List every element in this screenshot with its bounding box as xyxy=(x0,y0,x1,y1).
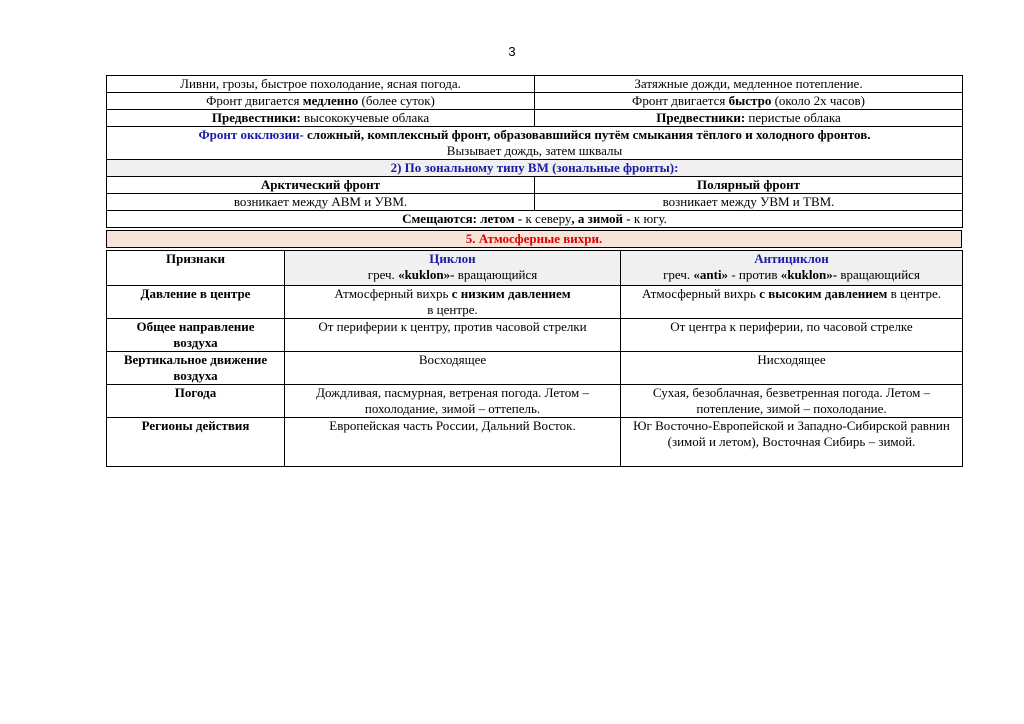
weather-label: Погода xyxy=(107,385,285,418)
front-shift: Смещаются: летом - к северу, а зимой - к югу. xyxy=(107,211,963,228)
fronts-table xyxy=(106,75,963,228)
cyclone-weather: Дождливая, пасмурная, ветреная погода. Летом – похолодание, зимой – оттепель. xyxy=(285,385,621,418)
cyclone-pressure: Атмосферный вихрь с низким давлением в центре. xyxy=(285,286,621,319)
table-row xyxy=(107,127,963,160)
table-row xyxy=(107,352,963,385)
table-row xyxy=(107,76,963,93)
warm-front-weather: Ливни, грозы, быстрое похолодание, ясная погода. xyxy=(107,76,535,93)
polar-front-title: Полярный фронт xyxy=(535,177,963,194)
precursors-right: Предвестники: перистые облака xyxy=(535,110,963,127)
anticyclone-weather: Сухая, безоблачная, безветренная погода. Летом – потепление, зимой – похолодание. xyxy=(621,385,963,418)
anticyclone-pressure: Атмосферный вихрь с высоким давлением в центре. xyxy=(621,286,963,319)
table-row xyxy=(107,177,963,194)
features-header: Признаки xyxy=(107,251,285,286)
arctic-front-title: Арктический фронт xyxy=(107,177,535,194)
table-row xyxy=(107,93,963,110)
table-row xyxy=(107,160,963,177)
section-5-heading: 5. Атмосферные вихри. xyxy=(107,231,962,248)
anticyclone-direction: От центра к периферии, по часовой стрелке xyxy=(621,319,963,352)
zonal-heading: 2) По зональному типу ВМ (зональные фронты): xyxy=(107,160,963,177)
document-tables xyxy=(106,75,962,467)
anticyclone-header: Антициклон греч. «anti» - против «kuklon»- вращающийся xyxy=(621,251,963,286)
vertical-label: Вертикальное движение воздуха xyxy=(107,352,285,385)
cyclone-vertical: Восходящее xyxy=(285,352,621,385)
table-row xyxy=(107,251,963,286)
page-number: 3 xyxy=(508,44,516,59)
direction-label: Общее направление воздуха xyxy=(107,319,285,352)
vortex-table xyxy=(106,250,963,467)
section-5-table xyxy=(106,230,962,248)
cyclone-regions: Европейская часть России, Дальний Восток. xyxy=(285,418,621,467)
table-row xyxy=(107,231,962,248)
pressure-label: Давление в центре xyxy=(107,286,285,319)
precursors-left: Предвестники: высококучевые облака xyxy=(107,110,535,127)
cyclone-title: Циклон xyxy=(429,251,476,266)
table-row xyxy=(107,211,963,228)
table-row xyxy=(107,110,963,127)
cold-front-weather: Затяжные дожди, медленное потепление. xyxy=(535,76,963,93)
polar-front-text: возникает между УВМ и ТВМ. xyxy=(535,194,963,211)
table-row xyxy=(107,194,963,211)
occlusion-definition: Фронт окклюзии- сложный, комплексный фронт, образовавшийся путём смыкания тёплого и холодного фронтов. Вызывает дождь, затем шквалы xyxy=(107,127,963,160)
table-row xyxy=(107,418,963,467)
anticyclone-vertical: Нисходящее xyxy=(621,352,963,385)
table-row xyxy=(107,319,963,352)
front-speed-left: Фронт двигается медленно (более суток) xyxy=(107,93,535,110)
regions-label: Регионы действия xyxy=(107,418,285,467)
cyclone-header: Циклон греч. «kuklon»- вращающийся xyxy=(285,251,621,286)
anticyclone-regions: Юг Восточно-Европейской и Западно-Сибирской равнин (зимой и летом), Восточная Сибирь – зимой. xyxy=(621,418,963,467)
table-row xyxy=(107,385,963,418)
front-speed-right: Фронт двигается быстро (около 2х часов) xyxy=(535,93,963,110)
cyclone-direction: От периферии к центру, против часовой стрелки xyxy=(285,319,621,352)
arctic-front-text: возникает между АВМ и УВМ. xyxy=(107,194,535,211)
table-row xyxy=(107,286,963,319)
anticyclone-title: Антициклон xyxy=(754,251,829,266)
